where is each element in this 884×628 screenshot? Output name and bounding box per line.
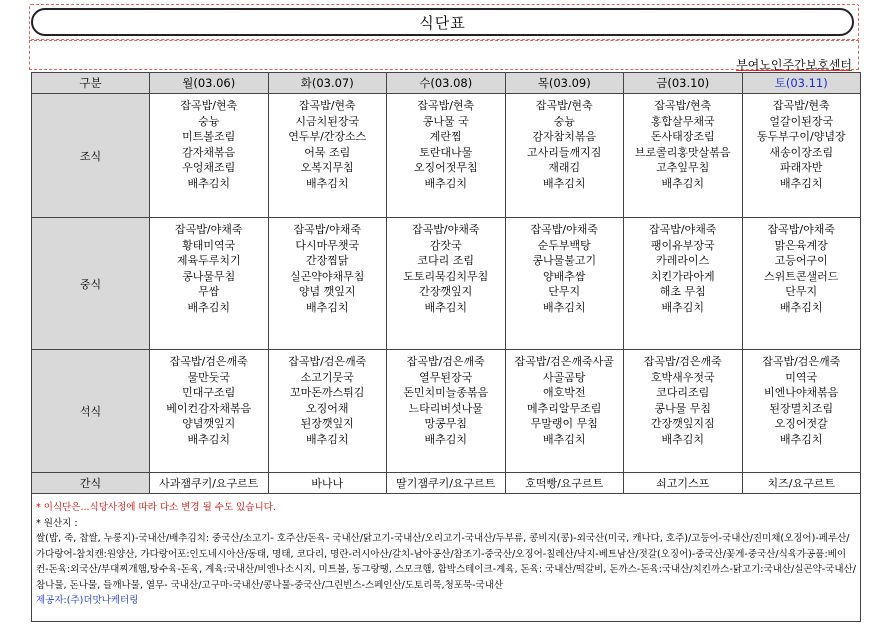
menu-item: 간장깻잎지짐 bbox=[650, 417, 715, 431]
menu-item: 잡곡밥/야채죽 bbox=[649, 223, 717, 236]
menu-item: 오복지무침 bbox=[300, 161, 354, 175]
menu-item: 잡곡밥/현축 bbox=[654, 99, 712, 112]
page-title bbox=[31, 8, 854, 36]
menu-item: 감자채볶음 bbox=[182, 145, 236, 159]
meal-label: 조식 bbox=[32, 94, 150, 218]
menu-item: 꼬마돈까스튀김 bbox=[290, 386, 365, 400]
menu-item: 양념 깻잎지 bbox=[298, 285, 356, 299]
menu-item: 단무지 bbox=[548, 285, 581, 299]
menu-item: 새송이장조림 bbox=[769, 145, 834, 159]
snack-cell: 딸기잼쿠키/요구르트 bbox=[387, 473, 506, 494]
menu-item: 배추김치 bbox=[542, 432, 586, 446]
menu-item: 배추김치 bbox=[779, 176, 823, 190]
menu-item: 사골곰탕 bbox=[542, 370, 586, 384]
header-day-wed: 수(03.08) bbox=[387, 73, 506, 94]
menu-item: 잡곡밥/검은깨죽사골 bbox=[514, 355, 614, 368]
header-day-mon: 월(03.06) bbox=[150, 73, 269, 94]
menu-item: 숭늉 bbox=[198, 114, 220, 128]
meal-row bbox=[32, 218, 861, 350]
menu-item: 카레라이스 bbox=[656, 254, 710, 268]
menu-item: 메추리알무조림 bbox=[527, 401, 602, 415]
menu-item: 배추김치 bbox=[305, 432, 349, 446]
menu-item: 토란대나물 bbox=[419, 145, 473, 159]
menu-item: 돈사태장조림 bbox=[650, 130, 715, 144]
menu-item: 잡곡밥/현축 bbox=[417, 99, 475, 112]
menu-item: 우엉채조림 bbox=[182, 161, 236, 175]
menu-item: 동두부구이/양념장 bbox=[756, 130, 846, 144]
snack-label: 간식 bbox=[32, 473, 150, 494]
menu-item: 무쌈 bbox=[198, 285, 220, 299]
header-row bbox=[32, 73, 861, 94]
meal-cell bbox=[150, 94, 269, 218]
menu-item: 배추김치 bbox=[779, 432, 823, 446]
menu-item: 맑은육계장 bbox=[774, 238, 828, 252]
menu-item: 연두부/간장소스 bbox=[288, 130, 367, 144]
menu-item: 미역국 bbox=[785, 370, 818, 384]
menu-item: 어묵 조림 bbox=[304, 145, 351, 159]
menu-item: 양배추쌈 bbox=[542, 269, 586, 283]
menu-item: 잡곡밥/야채죽 bbox=[175, 223, 243, 236]
menu-item: 스위트콘샐러드 bbox=[764, 269, 839, 283]
meal-cell bbox=[505, 94, 624, 218]
meal-label: 석식 bbox=[32, 350, 150, 473]
snack-cell: 바나나 bbox=[268, 473, 387, 494]
meal-cell bbox=[624, 350, 743, 473]
menu-item: 잡곡밥/야채죽 bbox=[530, 223, 598, 236]
menu-item: 잡곡밥/야채죽 bbox=[412, 223, 480, 236]
menu-item: 된장깻잎지 bbox=[300, 417, 354, 431]
meal-cell bbox=[624, 218, 743, 350]
menu-item: 잡곡밥/검은깨죽 bbox=[288, 355, 367, 368]
menu-item: 브로콜리홍맛살볶음 bbox=[634, 145, 731, 159]
menu-item: 코다리조림 bbox=[656, 386, 710, 400]
menu-item: 미트볼조림 bbox=[182, 130, 236, 144]
meal-cell bbox=[150, 218, 269, 350]
menu-item: 잡곡밥/검은깨죽 bbox=[643, 355, 722, 368]
menu-item: 콩나물불고기 bbox=[532, 254, 597, 268]
menu-item: 고등어구이 bbox=[774, 254, 828, 268]
menu-item: 잡곡밥/현축 bbox=[535, 99, 593, 112]
menu-item: 소고기뭇국 bbox=[300, 370, 354, 384]
menu-item: 열무된장국 bbox=[419, 370, 473, 384]
menu-item: 무말랭이 무침 bbox=[530, 417, 598, 431]
menu-item: 망콩무침 bbox=[424, 417, 467, 431]
menu-item: 잡곡밥/야채죽 bbox=[293, 223, 361, 236]
menu-item: 배추김치 bbox=[187, 176, 230, 190]
header-day-tue: 화(03.07) bbox=[268, 73, 387, 94]
header-day-thu: 목(03.09) bbox=[505, 73, 624, 94]
menu-item: 오징어채 bbox=[305, 401, 349, 415]
menu-item: 순두부백탕 bbox=[537, 238, 591, 252]
menu-item: 황태미역국 bbox=[182, 238, 236, 252]
meal-cell bbox=[742, 218, 861, 350]
header-day-sat: 토(03.11) bbox=[742, 73, 861, 94]
page-title-text: 식단표 bbox=[419, 13, 466, 32]
meal-cell bbox=[268, 350, 387, 473]
snack-cell: 사과잼쿠키/요구르트 bbox=[150, 473, 269, 494]
menu-item: 배추김치 bbox=[542, 176, 586, 190]
meal-cell bbox=[268, 94, 387, 218]
menu-item: 콩나물 국 bbox=[422, 114, 469, 128]
menu-item: 잡곡밥/검은깨죽 bbox=[406, 355, 485, 368]
menu-item: 배추김치 bbox=[187, 432, 230, 446]
meal-cell bbox=[150, 350, 269, 473]
meal-row bbox=[32, 350, 861, 473]
menu-item: 잡곡밥/검은깨죽 bbox=[762, 355, 841, 368]
menu-item: 배추김치 bbox=[661, 176, 704, 190]
header-category: 구분 bbox=[32, 73, 150, 94]
menu-item: 감잣국 bbox=[429, 238, 462, 252]
menu-item: 잡곡밥/현축 bbox=[298, 99, 356, 112]
menu-item: 배추김치 bbox=[424, 432, 467, 446]
notes-warning: * 이식단은...식당사정에 따라 다소 변경 될 수도 있습니다. bbox=[36, 502, 276, 513]
menu-item: 재래김 bbox=[548, 161, 581, 175]
menu-item: 돈민치미늘종볶음 bbox=[403, 386, 489, 400]
meal-cell bbox=[268, 218, 387, 350]
menu-item: 제육두루치기 bbox=[176, 254, 241, 268]
menu-item: 팽이유부장국 bbox=[650, 238, 715, 252]
menu-item: 잡곡밥/현축 bbox=[180, 99, 238, 112]
menu-item: 호박새우젓국 bbox=[650, 370, 715, 384]
menu-item: 치킨가라아게 bbox=[650, 269, 715, 283]
menu-item: 코다리 조림 bbox=[417, 254, 475, 268]
page-guide-bottom bbox=[29, 40, 859, 70]
snack-cell: 치즈/요구르트 bbox=[742, 473, 861, 494]
menu-item: 민대구조림 bbox=[182, 386, 236, 400]
meal-cell bbox=[505, 350, 624, 473]
menu-table bbox=[31, 72, 861, 494]
menu-item: 배추김치 bbox=[187, 300, 230, 314]
menu-item: 된장멸치조림 bbox=[769, 401, 834, 415]
center-name: 부여노인주간보호센터 bbox=[736, 58, 852, 72]
meal-row bbox=[32, 94, 861, 218]
menu-item: 고추잎무침 bbox=[656, 161, 710, 175]
menu-item: 잡곡밥/현축 bbox=[772, 99, 830, 112]
menu-item: 애호박전 bbox=[542, 386, 586, 400]
menu-item: 콩나물 무침 bbox=[654, 401, 712, 415]
menu-item: 오징어젓갈 bbox=[774, 417, 828, 431]
menu-item: 숭늉 bbox=[553, 114, 575, 128]
meal-cell bbox=[505, 218, 624, 350]
menu-item: 느타리버섯나물 bbox=[408, 401, 483, 415]
menu-item: 파래자반 bbox=[779, 161, 823, 175]
menu-item: 도토리묵김치무침 bbox=[403, 269, 489, 283]
notes-origin-text: 쌀(밥, 죽, 찹쌀, 누룽지)-국내산/배추김치: 중국산/소고기- 호주산/돈육- 국내산/닭고기-국내산/오리고기-국내산/두부류, 콩비지(콩)-외국산(미국, 캐나다, 호주)/고등어-국내산/진미채(오징어)-페루산/가다랑어-참치캔:원양산, 가다랑어포:인도네시아산/동태, 명태, 코다리, 명란-러시아산/갈치-남아공산/참조기-중국산/오징어-칠레산/낙지-베트남산/젓갈(오징어)-중국산/꽃게-중국산/식육가공품:베이컨-돈육:외국산/부대찌개햄,탕수육-돈육, 계육:국내산/비엔나소시지, 미트볼, 동그랑땡, 스모크햄, 함박스테이크-계육, 돈육: 국내산/떡갈비, 돈까스-돈육:국내산/치킨까스-닭고기:국내산/실곤약-국내산/참나물, 돈나물, 들깨나물, 열무- 국내산/고구마-국내산/콩나물-중국산/그린빈스-스페인산/도토리묵,청포묵-국내산 bbox=[36, 533, 856, 591]
header-day-fri: 금(03.10) bbox=[624, 73, 743, 94]
menu-item: 물만둣국 bbox=[187, 370, 230, 384]
menu-item: 간장깻잎지 bbox=[419, 285, 473, 299]
meal-cell bbox=[742, 350, 861, 473]
menu-item: 다시마무챗국 bbox=[295, 238, 360, 252]
meal-label: 중식 bbox=[32, 218, 150, 350]
menu-item: 배추김치 bbox=[661, 300, 704, 314]
menu-item: 실곤약야채무침 bbox=[290, 269, 365, 283]
menu-item: 얼갈이된장국 bbox=[769, 114, 834, 128]
menu-item: 배추김치 bbox=[424, 300, 467, 314]
menu-item: 잡곡밥/검은깨죽 bbox=[169, 355, 248, 368]
meal-cell bbox=[624, 94, 743, 218]
menu-item: 배추김치 bbox=[305, 300, 349, 314]
menu-item: 배추김치 bbox=[779, 300, 823, 314]
menu-item: 비엔나야채볶음 bbox=[764, 386, 839, 400]
menu-item: 감자참치볶음 bbox=[532, 130, 597, 144]
menu-item: 홍합살무채국 bbox=[650, 114, 715, 128]
menu-item: 배추김치 bbox=[661, 432, 704, 446]
meal-cell bbox=[387, 218, 506, 350]
menu-item: 간장찜닭 bbox=[305, 254, 349, 268]
menu-item: 배추김치 bbox=[305, 176, 349, 190]
menu-item: 양념깻잎지 bbox=[182, 417, 236, 431]
menu-item: 시금치된장국 bbox=[295, 114, 360, 128]
menu-item: 콩나물무침 bbox=[182, 269, 236, 283]
menu-item: 계란찜 bbox=[429, 130, 462, 144]
snack-cell: 쇠고기스프 bbox=[624, 473, 743, 494]
notes-origin-title: * 원산지 : bbox=[36, 517, 78, 529]
menu-item: 베이컨감자채볶음 bbox=[166, 401, 252, 415]
menu-item: 오징어젓무침 bbox=[413, 161, 478, 175]
menu-item: 해초 무침 bbox=[659, 285, 706, 299]
menu-item: 배추김치 bbox=[424, 176, 467, 190]
menu-item: 잡곡밥/야채죽 bbox=[767, 223, 835, 236]
menu-item: 배추김치 bbox=[542, 300, 586, 314]
meal-cell bbox=[387, 94, 506, 218]
notes-provider: 제공자:(주)더맛나케터링 bbox=[36, 595, 139, 606]
meal-cell bbox=[387, 350, 506, 473]
menu-item: 고사리들깨지짐 bbox=[527, 145, 602, 159]
snack-row bbox=[32, 473, 861, 494]
menu-item: 단무지 bbox=[785, 285, 818, 299]
meal-cell bbox=[742, 94, 861, 218]
notes-section bbox=[31, 494, 861, 622]
snack-cell: 호떡빵/요구르트 bbox=[505, 473, 624, 494]
